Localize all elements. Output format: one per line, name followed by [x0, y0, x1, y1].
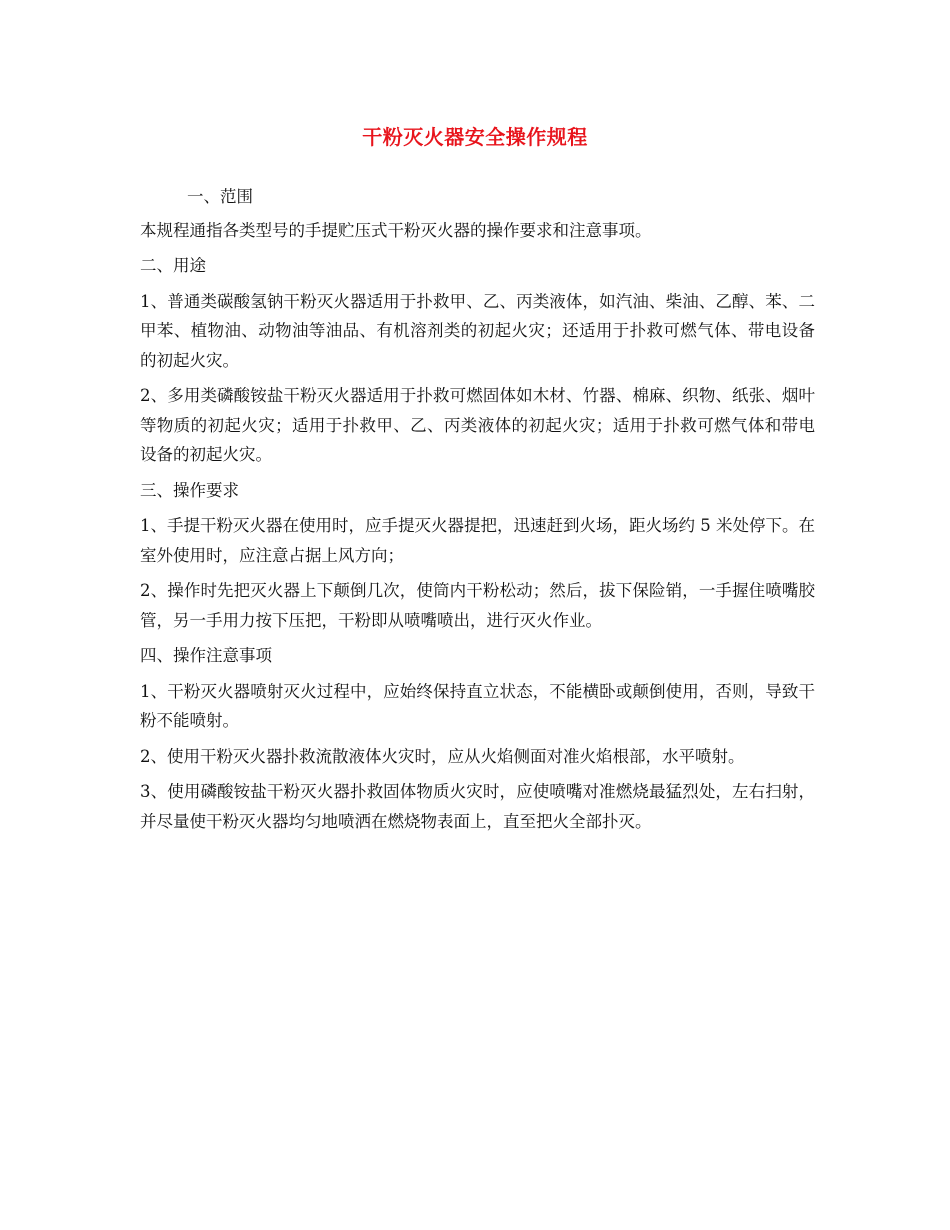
scope-heading: 一、范围 — [187, 187, 253, 206]
notes-item-2: 2、使用干粉灭火器扑救流散液体火灾时，应从火焰侧面对准火焰根部，水平喷射。 — [140, 746, 745, 766]
notes-heading: 四、操作注意事项 — [140, 646, 272, 665]
notes-item-3: 3、使用磷酸铵盐干粉灭火器扑救固体物质火灾时，应使喷嘴对准燃烧最猛烈处，左右扫射，并尽量使干粉灭火器均匀地喷洒在燃烧物表面上，直至把火全部扑灭。 — [140, 782, 815, 831]
scope-text: 本规程通指各类型号的手提贮压式干粉灭火器的操作要求和注意事项。 — [140, 220, 652, 240]
operation-item-2: 2、操作时先把灭火器上下颠倒几次，使筒内干粉松动；然后，拔下保险销，一手握住喷嘴胶管，另一手用力按下压把，干粉即从喷嘴喷出，进行灭火作业。 — [140, 581, 815, 630]
usage-heading: 二、用途 — [140, 256, 206, 275]
notes-item-1: 1、干粉灭火器喷射灭火过程中，应始终保持直立状态，不能横卧或颠倒使用，否则，导致干粉不能喷射。 — [140, 681, 815, 730]
operation-heading: 三、操作要求 — [140, 480, 239, 500]
usage-item-2: 2、多用类磷酸铵盐干粉灭火器适用于扑救可燃固体如木材、竹器、棉麻、织物、纸张、烟叶等物质的初起火灾；适用于扑救甲、乙、丙类液体的初起火灾；适用于扑救可燃气体和带电设备的初起火灾。 — [140, 386, 815, 464]
operation-item-1: 1、手提干粉灭火器在使用时，应手提灭火器提把，迅速赶到火场，距火场约 5 米处停下。在室外使用时，应注意占据上风方向； — [140, 516, 815, 565]
usage-item-1: 1、普通类碳酸氢钠干粉灭火器适用于扑救甲、乙、丙类液体，如汽油、柴油、乙醇、苯、二甲苯、植物油、动物油等油品、有机溶剂类的初起火灾；还适用于扑救可燃气体、带电设备的初起火灾。 — [140, 291, 815, 370]
document-title: 干粉灭火器安全操作规程 — [362, 125, 588, 149]
document-body — [140, 182, 815, 836]
